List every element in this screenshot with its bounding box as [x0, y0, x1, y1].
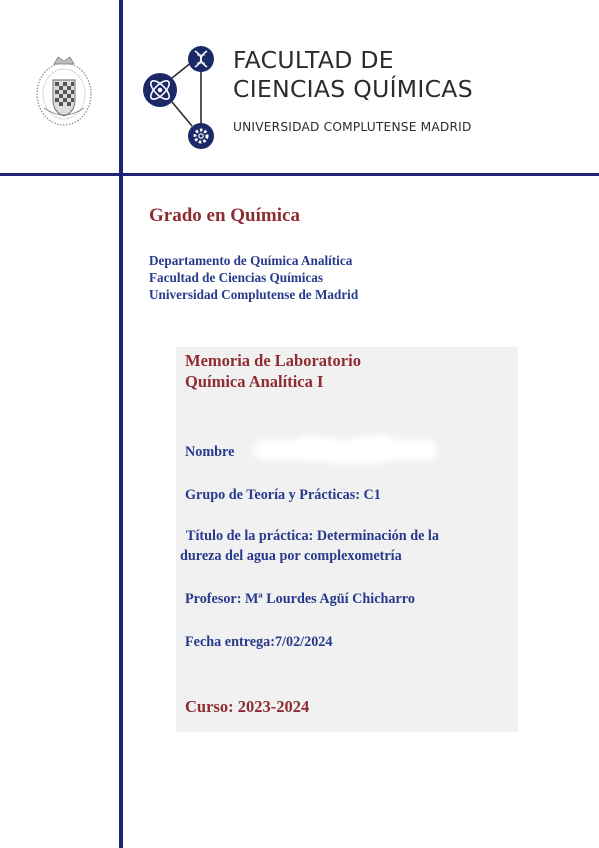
horizontal-rule — [0, 173, 599, 176]
faculty-title-line2: CIENCIAS QUÍMICAS — [233, 75, 473, 103]
course-field: Curso: 2023-2024 — [185, 697, 310, 716]
degree-title: Grado en Química — [149, 205, 300, 226]
vertical-rule — [119, 0, 123, 848]
group-field: Grupo de Teoría y Prácticas: C1 — [185, 487, 381, 503]
university-line: Universidad Complutense de Madrid — [149, 287, 359, 302]
faculty-logo-icon — [138, 44, 218, 156]
report-title — [185, 350, 361, 392]
name-label: Nombre — [185, 444, 235, 460]
faculty-title-line1: FACULTAD DE — [233, 46, 394, 74]
practice-title-line1: Título de la práctica: Determinación de la — [186, 528, 439, 544]
department-block — [149, 252, 358, 303]
professor-field: Profesor: Mª Lourdes Agüí Chicharro — [185, 591, 415, 607]
faculty-line: Facultad de Ciencias Químicas — [149, 270, 324, 285]
practice-title-line2: dureza del agua por complexometría — [180, 548, 402, 564]
faculty-title — [233, 46, 473, 104]
report-title-line2: Química Analítica I — [185, 372, 324, 391]
delivery-date-field: Fecha entrega:7/02/2024 — [185, 634, 333, 650]
university-subtitle: UNIVERSIDAD COMPLUTENSE MADRID — [233, 120, 472, 134]
report-title-line1: Memoria de Laboratorio — [185, 351, 361, 370]
redacted-name — [250, 432, 440, 466]
university-seal-icon — [34, 52, 94, 130]
department-line: Departamento de Química Analítica — [149, 253, 353, 268]
